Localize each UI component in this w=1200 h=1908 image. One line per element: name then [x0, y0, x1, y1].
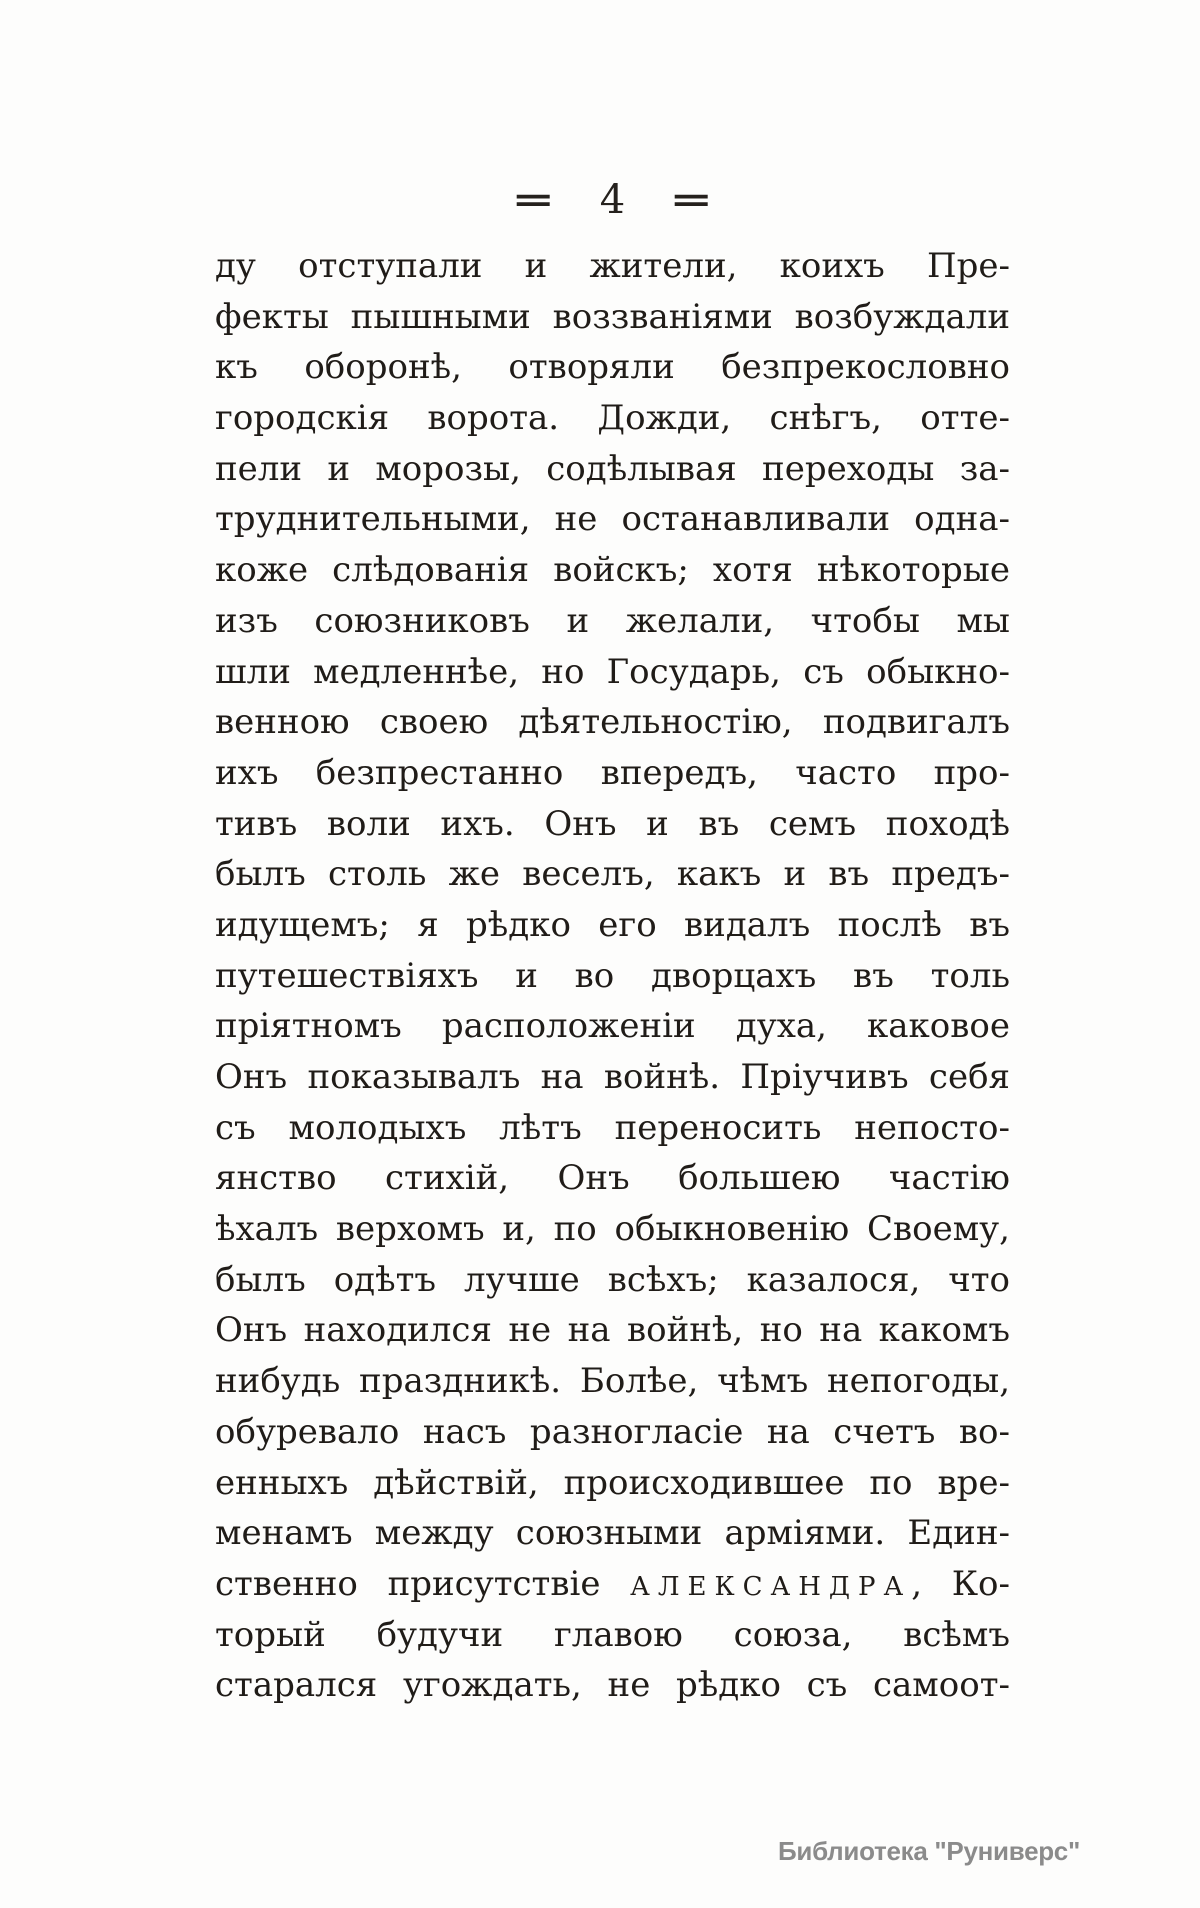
text-line: обуревало насъ разногласіе на счетъ во- [215, 1411, 1010, 1452]
text-line: шли медленнѣе, но Государь, съ обыкно- [215, 651, 1010, 692]
text-line: коже слѣдованія войскъ; хотя нѣкоторые [215, 550, 1010, 591]
text-block [215, 241, 1010, 1711]
text-line: нибудь праздникѣ. Болѣе, чѣмъ непогоды, [215, 1361, 1010, 1402]
text-line: фекты пышными воззваніями возбуждали [215, 296, 1010, 337]
text-line: путешествіяхъ и во дворцахъ въ толь [215, 955, 1010, 996]
page-number: 4 [599, 177, 626, 223]
text-line: изъ союзниковъ и желали, чтобы мы [215, 600, 1010, 641]
text-line: пріятномъ расположеніи духа, каковое [215, 1006, 1010, 1047]
text-line: идущемъ; я рѣдко его видалъ послѣ въ [215, 904, 1010, 945]
page-header [215, 176, 1010, 224]
text-line: ѣхалъ верхомъ и, по обыкновенію Своему, [215, 1209, 1010, 1250]
text-line: ду отступали и жители, коихъ Пре- [215, 246, 1010, 286]
text-line: былъ одѣтъ лучше всѣхъ; казалося, что [215, 1259, 1010, 1300]
text-line: тивъ воли ихъ. Онъ и въ семъ походѣ [215, 803, 1010, 844]
text-line: Онъ показывалъ на войнѣ. Пріучивъ себя [215, 1057, 1010, 1097]
header-rule-left: = [511, 180, 556, 220]
text-line: труднительными, не останавливали одна- [215, 499, 1010, 540]
text-line: венною своею дѣятельностію, подвигалъ [215, 702, 1010, 743]
text-line: енныхъ дѣйствій, происходившее по вре- [215, 1462, 1010, 1503]
text-line: къ оборонѣ, отворяли безпрекословно [215, 347, 1010, 388]
text-line: ихъ безпрестанно впередъ, часто про- [215, 752, 1010, 793]
text-line: менамъ между союзными арміями. Един- [215, 1513, 1010, 1554]
text-line: Онъ находился не на войнѣ, но на какомъ [215, 1310, 1010, 1351]
text-line: пели и морозы, содѣлывая переходы за- [215, 448, 1010, 489]
header-rule-right: = [669, 180, 714, 220]
text-line: ственно присутствіе АЛЕКСАНДРА, Ко- [215, 1563, 1010, 1604]
text-line: городскія ворота. Дожди, снѣгъ, отте- [215, 398, 1010, 439]
text-line: янство стихій, Онъ большею частію [215, 1158, 1010, 1199]
text-line: торый будучи главою союза, всѣмъ [215, 1614, 1010, 1655]
text-line: старался угождать, не рѣдко съ самоот- [215, 1665, 1010, 1706]
text-line: былъ столь же веселъ, какъ и въ предъ- [215, 854, 1010, 895]
runivers-watermark: Библиотека "Руниверс" [778, 1836, 1080, 1866]
text-line: съ молодыхъ лѣтъ переносить непосто- [215, 1107, 1010, 1148]
